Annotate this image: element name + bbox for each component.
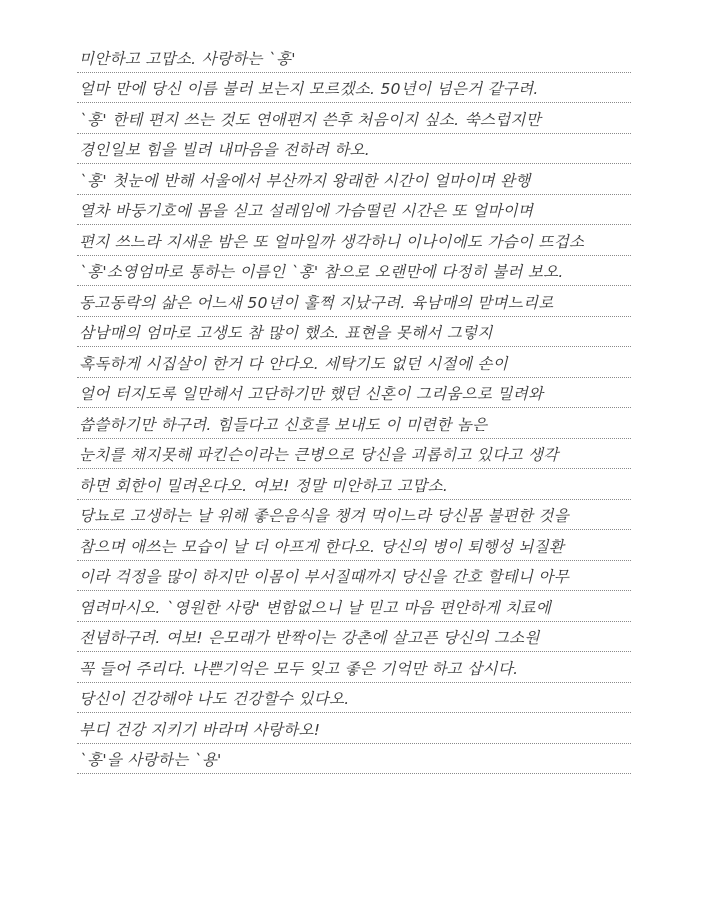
letter-line [77,530,631,561]
letter-line [77,195,631,226]
letter-line [77,73,631,104]
letter-line-text: 전념하구려. 여보! 은모래가 반짝이는 강촌에 살고픈 당신의 그소원 [79,629,540,647]
letter-line [77,256,631,287]
letter-line-text: 삼남매의 엄마로 고생도 참 많이 했소. 표현을 못해서 그렇지 [79,324,493,342]
letter-body [77,42,631,774]
letter-line [77,469,631,500]
letter-line-text: 열차 바둥기호에 몸을 싣고 설레임에 가슴떨린 시간은 또 얼마이며 [79,202,534,220]
letter-line [77,347,631,378]
letter-line-text: 염려마시오. `영원한 사랑' 변함없으니 날 믿고 마음 편안하게 치료에 [79,598,552,617]
letter-line-text: 부디 건강 지키기 바라며 사랑하오! [79,720,321,739]
letter-line [77,591,631,622]
letter-line [77,225,631,256]
letter-line [77,317,631,348]
letter-line-text: `홍' 한테 편지 쓰는 것도 연애편지 쓴후 처음이지 싶소. 쑥스럽지만 [79,110,541,129]
letter-line [77,378,631,409]
letter-line-text: 미안하고 고맙소. 사랑하는 `홍' [79,49,296,68]
letter-line [77,286,631,317]
letter-line-text: 경인일보 힘을 빌려 내마음을 전하려 하오. [79,141,371,159]
letter-line [77,683,631,714]
letter-line [77,622,631,653]
letter-line [77,164,631,195]
letter-signature-text: `홍'을 사랑하는 `용' [79,751,222,769]
letter-line-text: 편지 쓰느라 지새운 밤은 또 얼마일까 생각하니 이나이에도 가슴이 뜨겁소 [79,232,585,251]
letter-line-text: 씁쓸하기만 하구려. 힘들다고 신호를 보내도 이 미련한 놈은 [79,415,488,434]
letter-line-text: 혹독하게 시집살이 한거 다 안다오. 세탁기도 없던 시절에 손이 [79,354,508,373]
letter-line-text: 눈치를 채지못해 파킨슨이라는 큰병으로 당신을 괴롭히고 있다고 생각 [79,446,559,464]
letter-signature-line [77,744,631,775]
letter-line-text: 꼭 들어 주리다. 나쁜기억은 모두 잊고 좋은 기억만 하고 삽시다. [79,659,519,678]
letter-line [77,134,631,165]
letter-line [77,408,631,439]
letter-line-text: 이라 걱정을 많이 하지만 이몸이 부서질때까지 당신을 간호 할테니 아무 [79,568,569,586]
letter-line-text: 하면 회한이 밀려온다오. 여보! 정말 미안하고 고맙소. [79,476,449,495]
letter-line [77,561,631,592]
letter-line [77,652,631,683]
letter-line-text: 당신이 건강해야 나도 건강할수 있다오. [79,690,350,708]
letter-line [77,713,631,744]
letter-line-text: 얼마 만에 당신 이름 불러 보는지 모르겠소. 50년이 넘은거 같구려. [79,80,539,98]
letter-line-text: 참으며 애쓰는 모습이 날 더 아프게 한다오. 당신의 병이 퇴행성 뇌질환 [79,537,565,556]
letter-line [77,439,631,470]
letter-line-text: 동고동락의 삶은 어느새 50년이 훌쩍 지났구려. 육남매의 맏며느리로 [79,293,554,312]
letter-line [77,103,631,134]
letter-line-text: 당뇨로 고생하는 날 위해 좋은음식을 챙겨 먹이느라 당신몸 불편한 것을 [79,507,569,525]
letter-line [77,42,631,73]
letter-line-text: `홍'소영엄마로 통하는 이름인 `홍' 참으로 오랜만에 다정히 불러 보오. [79,263,564,281]
letter-line-text: 얼어 터지도록 일만해서 고단하기만 했던 신혼이 그리움으로 밀려와 [79,385,544,403]
letter-line-text: `홍' 첫눈에 반해 서울에서 부산까지 왕래한 시간이 얼마이며 완행 [79,171,531,190]
letter-line [77,500,631,531]
